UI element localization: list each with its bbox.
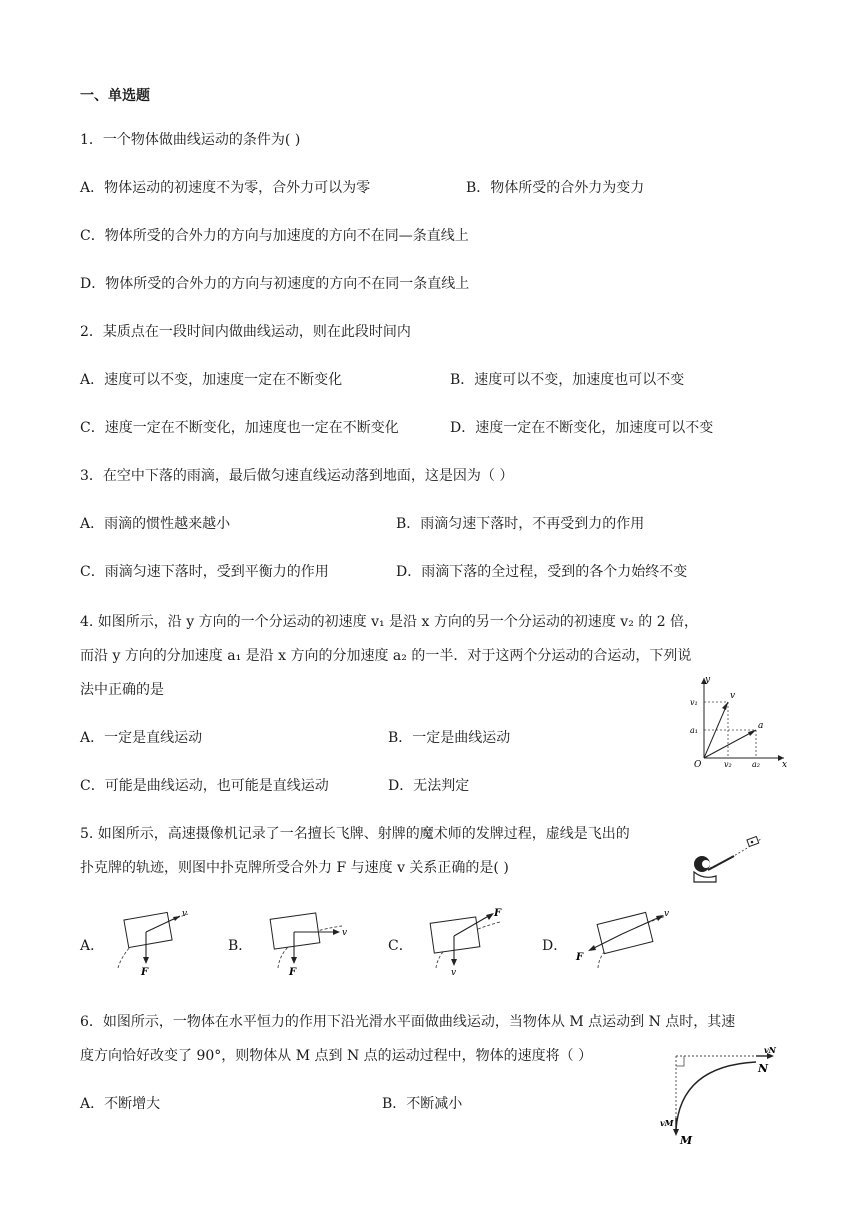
q5d-v-arrowhead bbox=[656, 915, 664, 921]
q5-stem-line1: 5. 如图所示，高速摄像机记录了一名擅长飞牌、射牌的魔术师的发牌过程，虚线是飞出的 bbox=[80, 826, 630, 842]
q5-option-a-label: A． bbox=[80, 938, 105, 954]
q4-option-b: B．一定是曲线运动 bbox=[388, 730, 511, 746]
section-title: 一、单选题 bbox=[80, 88, 150, 104]
q1-option-b: B．物体所受的合外力为变力 bbox=[466, 180, 645, 196]
q5-option-d-figure bbox=[570, 904, 674, 976]
q5-magician-arm bbox=[708, 856, 734, 870]
q2-option-d: D．速度一定在不断变化，加速度可以不变 bbox=[450, 420, 714, 436]
q5d-label-f: F bbox=[576, 952, 584, 963]
q1-option-a: A．物体运动的初速度不为零，合外力可以为零 bbox=[80, 180, 371, 196]
q6-label-n: N bbox=[758, 1062, 769, 1075]
q5c-v-arrowhead bbox=[451, 959, 457, 966]
q6-curve-figure bbox=[660, 1044, 784, 1148]
q3-option-b: B．雨滴匀速下落时，不再受到力的作用 bbox=[396, 516, 645, 532]
q4-stem-line3: 法中正确的是 bbox=[80, 682, 164, 698]
q5-option-c-label: C． bbox=[388, 938, 413, 954]
q5c-label-v: v bbox=[451, 968, 457, 976]
q6-stem-line2: 度方向恰好改变了 90°，则物体从 M 点到 N 点的运动过程中，物体的速度将（ ） bbox=[80, 1048, 593, 1064]
q6-option-b: B．不断减小 bbox=[382, 1096, 463, 1112]
q4-v-arrowhead bbox=[722, 702, 728, 710]
q5-stem-line2: 扑克牌的轨迹，则图中扑克牌所受合外力 F 与速度 v 关系正确的是( ) bbox=[80, 860, 509, 876]
q4-label-v: v bbox=[730, 691, 736, 701]
q5-magician-face bbox=[702, 860, 710, 868]
q5-card-mark bbox=[751, 841, 754, 844]
q5c-label-f: F bbox=[494, 908, 502, 919]
q4-a-vector bbox=[704, 730, 756, 758]
q6-right-angle-mark bbox=[676, 1056, 684, 1066]
q5b-label-f: F bbox=[289, 967, 297, 976]
q2-stem: 2．某质点在一段时间内做曲线运动，则在此段时间内 bbox=[80, 324, 411, 340]
q5c-f-arrowhead bbox=[486, 913, 494, 920]
q5-option-b-label: B． bbox=[228, 938, 253, 954]
q6-vm-arrowhead bbox=[673, 1129, 679, 1136]
q1-option-c: C．物体所受的合外力的方向与加速度的方向不在同—条直线上 bbox=[80, 228, 469, 244]
q5b-f-arrowhead bbox=[291, 957, 297, 964]
q4-option-c: C．可能是曲线运动，也可能是直线运动 bbox=[80, 778, 329, 794]
q6-label-vn: vN bbox=[764, 1045, 776, 1055]
q4-a-arrowhead bbox=[748, 730, 756, 736]
q4-stem-line2: 而沿 y 方向的分加速度 a₁ 是沿 x 方向的分加速度 a₂ 的一半．对于这两个分运动的合运动，下列说 bbox=[80, 648, 692, 664]
q4-label-a: a bbox=[758, 721, 764, 731]
q3-option-c: C．雨滴匀速下落时，受到平衡力的作用 bbox=[80, 564, 329, 580]
q5b-v-arrowhead bbox=[333, 929, 340, 935]
q5d-f-arrowhead bbox=[588, 945, 596, 951]
q4-option-d: D．无法判定 bbox=[388, 778, 470, 794]
q5b-card bbox=[270, 913, 320, 949]
q3-option-a: A．雨滴的惯性越来越小 bbox=[80, 516, 231, 532]
q5a-v-arrowhead bbox=[173, 916, 180, 921]
q5-option-b-figure bbox=[258, 904, 354, 976]
q4-label-a1: a₁ bbox=[690, 726, 698, 735]
q5-option-a-figure bbox=[108, 904, 198, 976]
q1-stem: 1．一个物体做曲线运动的条件为( ) bbox=[80, 132, 301, 148]
q6-label-m: M bbox=[680, 1134, 693, 1147]
q6-path-curve bbox=[676, 1062, 756, 1130]
q4-label-x: x bbox=[782, 760, 788, 768]
q5d-label-v: v bbox=[664, 909, 670, 919]
q4-label-v1: v₁ bbox=[690, 698, 698, 707]
q5-option-d-label: D． bbox=[542, 938, 568, 954]
q4-option-a: A．一定是直线运动 bbox=[80, 730, 203, 746]
q5b-label-v: v bbox=[342, 928, 348, 938]
q4-vector-figure bbox=[690, 672, 790, 768]
q6-label-vm: vM bbox=[660, 1118, 674, 1128]
q5a-label-v: v bbox=[182, 909, 188, 919]
q4-label-origin: O bbox=[694, 760, 702, 768]
q5a-label-f: F bbox=[141, 967, 149, 976]
q6-option-a: A．不断增大 bbox=[80, 1096, 161, 1112]
q5-option-c-figure bbox=[416, 904, 512, 976]
q4-label-y: y bbox=[705, 675, 711, 685]
q2-option-c: C．速度一定在不断变化，加速度也一定在不断变化 bbox=[80, 420, 399, 436]
q4-stem-line1: 4. 如图所示，沿 y 方向的一个分运动的初速度 v₁ 是沿 x 方向的另一个分运动的初速度 v₂ 的 2 倍， bbox=[80, 614, 699, 630]
q5a-f-arrowhead bbox=[143, 957, 149, 964]
q6-stem-line1: 6．如图所示，一物体在水平恒力的作用下沿光滑水平面做曲线运动，当物体从 M 点运动到 N 点时，其速 bbox=[80, 1014, 736, 1030]
q3-option-d: D．雨滴下落的全过程，受到的各个力始终不变 bbox=[396, 564, 688, 580]
q5a-card bbox=[124, 912, 172, 947]
q2-option-b: B．速度可以不变，加速度也可以不变 bbox=[450, 372, 685, 388]
q5-magician-figure bbox=[690, 832, 776, 884]
q3-stem: 3．在空中下落的雨滴，最后做匀速直线运动落到地面，这是因为（ ） bbox=[80, 468, 514, 484]
q1-option-d: D．物体所受的合外力的方向与初速度的方向不在同一条直线上 bbox=[80, 276, 470, 292]
q4-label-v2: v₂ bbox=[724, 760, 732, 768]
q5-magician-body bbox=[694, 872, 716, 882]
q4-label-a2: a₂ bbox=[752, 760, 760, 768]
q2-option-a: A．速度可以不变，加速度一定在不断变化 bbox=[80, 372, 343, 388]
